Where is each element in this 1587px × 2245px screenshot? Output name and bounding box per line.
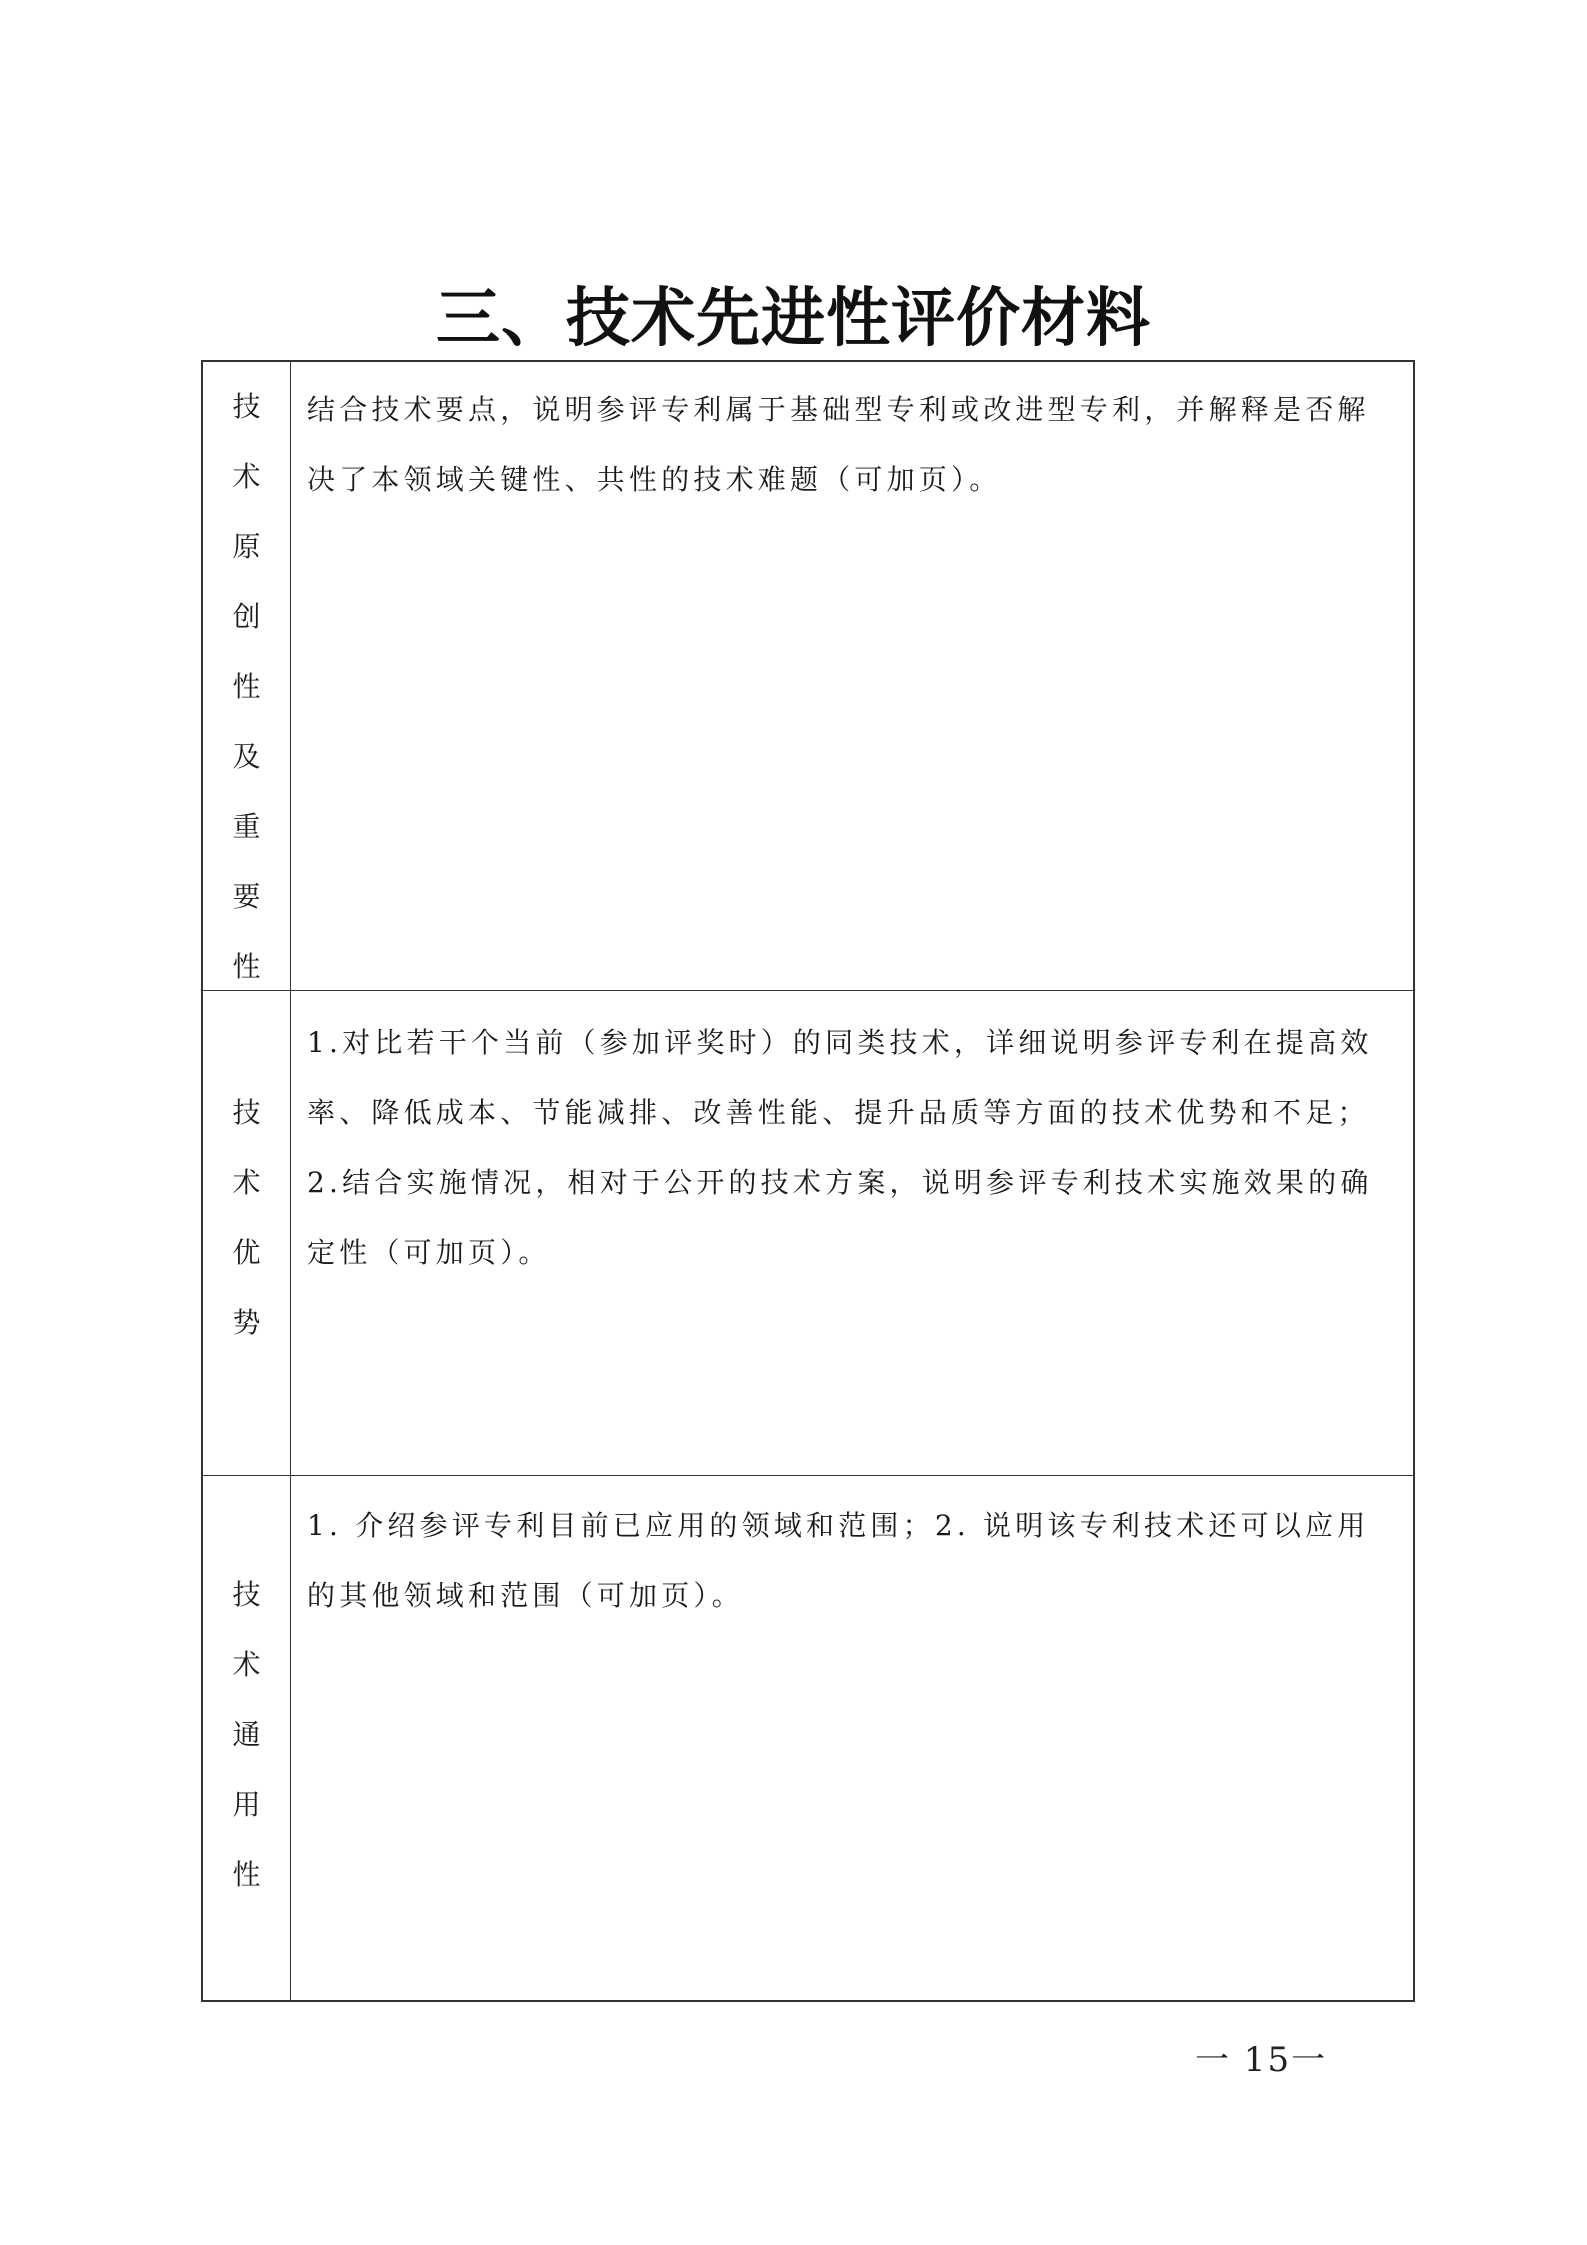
section-instructions: 1. 介绍参评专利目前已应用的领域和范围；2. 说明该专利技术还可以应用的其他领域和范围（可加页）。 bbox=[307, 1509, 1370, 1612]
label-char: 重 bbox=[232, 810, 261, 843]
label-char: 用 bbox=[232, 1788, 261, 1821]
page-number: 一 15一 bbox=[1195, 2040, 1328, 2080]
label-char: 通 bbox=[232, 1718, 261, 1751]
section-technical-generality bbox=[203, 1475, 1413, 2000]
label-char: 性 bbox=[232, 1858, 261, 1891]
label-char: 术 bbox=[232, 1166, 261, 1199]
label-char: 势 bbox=[232, 1306, 261, 1339]
section-instructions: 结合技术要点，说明参评专利属于基础型专利或改进型专利，并解释是否解决了本领域关键性、共性的技术难题（可加页）。 bbox=[307, 393, 1370, 496]
section-instructions: 1.对比若干个当前（参加评奖时）的同类技术，详细说明参评专利在提高效率、降低成本、节能减排、改善性能、提升品质等方面的技术优势和不足；2.结合实施情况，相对于公开的技术方案，说明参评专利技术实施效果的确定性（可加页）。 bbox=[307, 1026, 1373, 1269]
label-char: 性 bbox=[232, 950, 261, 983]
label-char: 技 bbox=[232, 1578, 261, 1611]
label-char: 技 bbox=[232, 1096, 261, 1129]
section-label-technical-advantage bbox=[203, 991, 291, 1475]
label-char: 术 bbox=[232, 1648, 261, 1681]
section-label-technical-generality bbox=[203, 1476, 291, 2000]
section-originality-importance bbox=[203, 362, 1413, 990]
label-char: 及 bbox=[232, 740, 261, 773]
label-char: 技 bbox=[232, 390, 261, 423]
section-technical-advantage bbox=[203, 990, 1413, 1475]
label-char: 优 bbox=[232, 1236, 261, 1269]
label-char: 术 bbox=[232, 460, 261, 493]
evaluation-form-table bbox=[201, 360, 1415, 2002]
page-title: 三、技术先进性评价材料 bbox=[436, 282, 1151, 356]
section-content-cell bbox=[291, 362, 1413, 990]
label-char: 创 bbox=[232, 600, 261, 633]
label-char: 性 bbox=[232, 670, 261, 703]
section-content-cell bbox=[291, 991, 1413, 1475]
label-char: 要 bbox=[232, 880, 261, 913]
section-label-originality-importance bbox=[203, 362, 291, 990]
section-content-cell bbox=[291, 1476, 1413, 2000]
label-char: 原 bbox=[232, 530, 261, 563]
